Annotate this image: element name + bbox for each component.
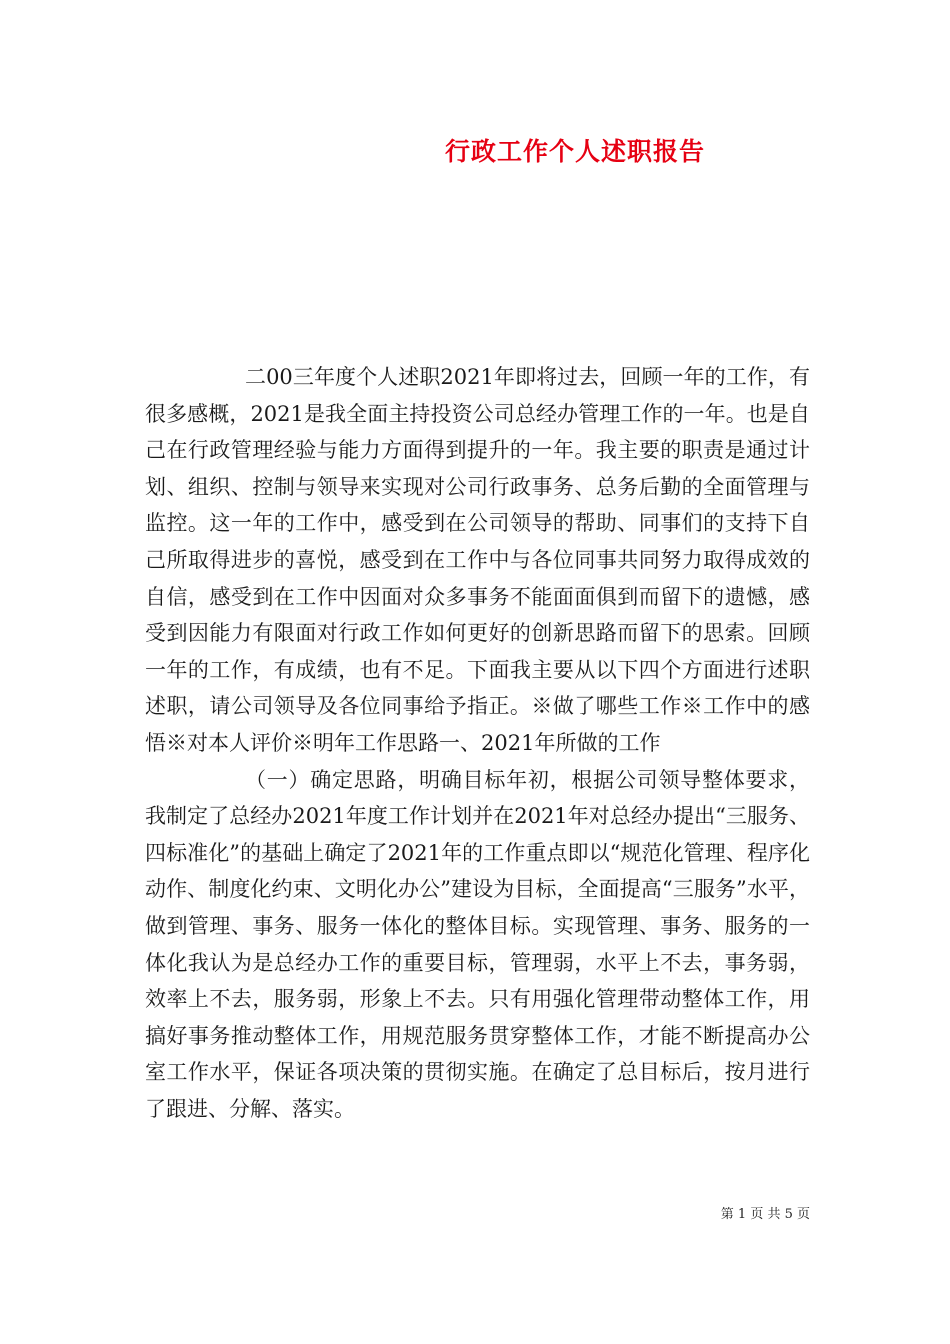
page-number: 第 1 页 共 5 页 — [720, 1207, 810, 1222]
document-title: 行政工作个人述职报告 — [444, 137, 705, 166]
document-body — [145, 359, 810, 1127]
paragraph-intro: 二00三年度个人述职2021年即将过去，回顾一年的工作，有很多感概，2021是我全面主持投资公司总经办管理工作的一年。也是自己在行政管理经验与能力方面得到提升的一年。我主要的职责是通过计划、组织、控制与领导来实现对公司行政事务、总务后勤的全面管理与监控。这一年的工作中，感受到在公司领导的帮助、同事们的支持下自己所取得进步的喜悦，感受到在工作中与各位同事共同努力取得成效的自信，感受到在工作中因面对众多事务不能面面俱到而留下的遗憾，感受到因能力有限面对行政工作如何更好的创新思路而留下的思索。回顾一年的工作，有成绩，也有不足。下面我主要从以下四个方面进行述职述职，请公司领导及各位同事给予指正。※做了哪些工作※工作中的感悟※对本人评价※明年工作思路一、2021年所做的工作 — [145, 365, 810, 755]
paragraph-section-one: （一）确定思路，明确目标年初，根据公司领导整体要求，我制定了总经办2021年度工作计划并在2021年对总经办提出“三服务、四标准化”的基础上确定了2021年的工作重点即以“规范化管理、程序化动作、制度化约束、文明化办公”建设为目标，全面提高“三服务”水平，做到管理、事务、服务一体化的整体目标。实现管理、事务、服务的一体化我认为是总经办工作的重要目标，管理弱，水平上不去，事务弱，效率上不去，服务弱，形象上不去。只有用强化管理带动整体工作，用搞好事务推动整体工作，用规范服务贯穿整体工作，才能不断提高办公室工作水平，保证各项决策的贯彻实施。在确定了总目标后，按月进行了跟进、分解、落实。 — [145, 767, 810, 1121]
